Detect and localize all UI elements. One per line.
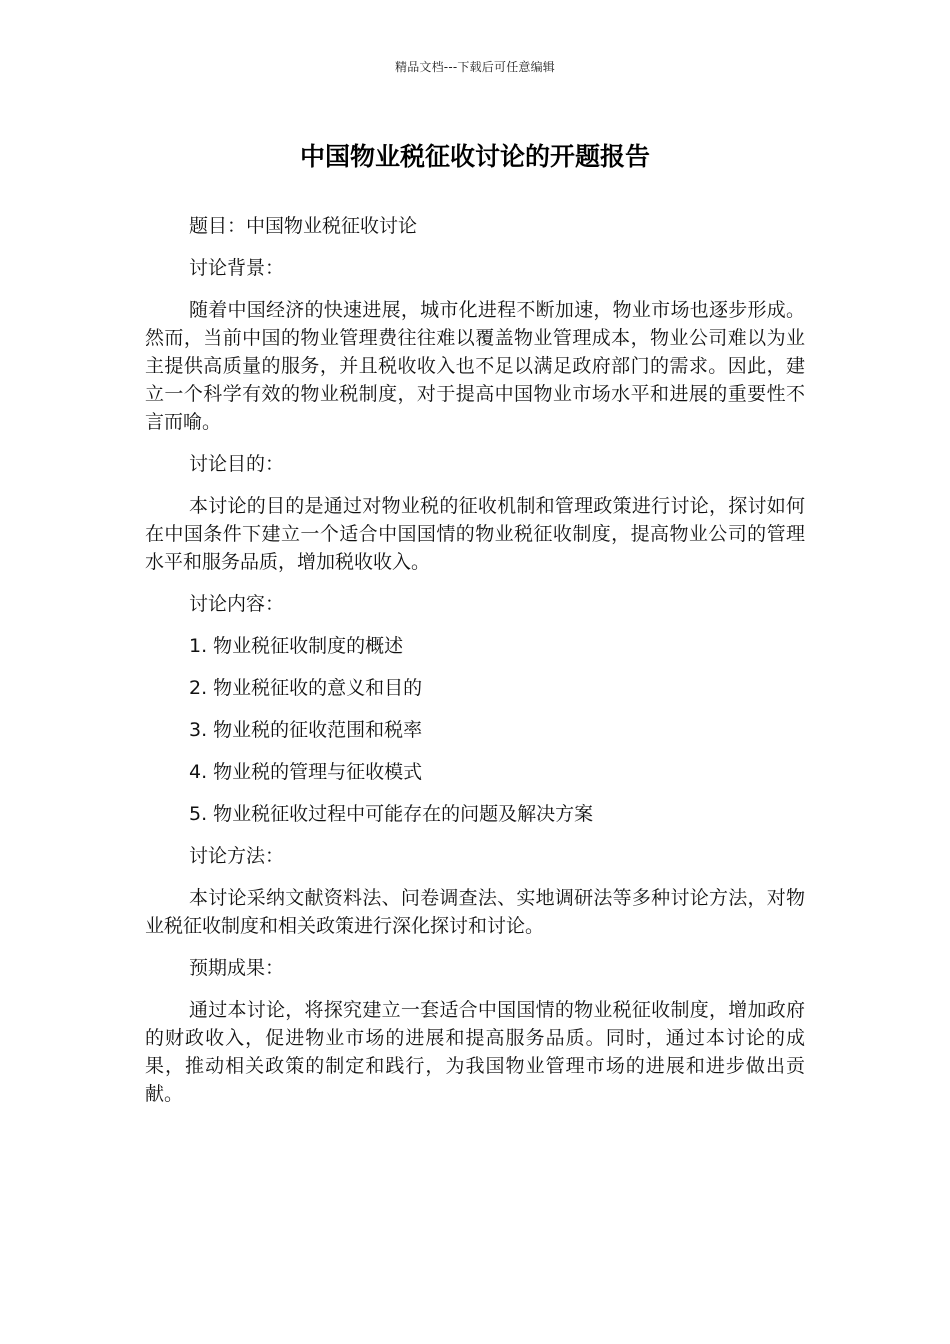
purpose-paragraph: 本讨论的目的是通过对物业税的征收机制和管理政策进行讨论，探讨如何在中国条件下建立一个适合中国国情的物业税征收制度，提高物业公司的管理水平和服务品质，增加税收收入。 xyxy=(145,495,805,573)
list-item-number: 5. xyxy=(189,803,208,825)
outcome-paragraph: 通过本讨论，将探究建立一套适合中国国情的物业税征收制度，增加政府的财政收入，促进物业市场的进展和提高服务品质。同时，通过本讨论的成果，推动相关政策的制定和践行，为我国物业管理市场的进展和进步做出贡献。 xyxy=(145,999,805,1105)
header-note: 精品文档---下载后可任意编辑 xyxy=(395,60,555,74)
list-item-text: 物业税征收的意义和目的 xyxy=(213,677,423,699)
content-label: 讨论内容： xyxy=(189,593,285,615)
list-item-text: 物业税征收过程中可能存在的问题及解决方案 xyxy=(213,803,594,825)
content-list-item xyxy=(145,800,805,828)
list-item-number: 4. xyxy=(189,761,208,783)
list-item-text: 物业税的管理与征收模式 xyxy=(213,761,423,783)
list-item-number: 2. xyxy=(189,677,208,699)
outcome-label: 预期成果： xyxy=(189,957,285,979)
document-title: 中国物业税征收讨论的开题报告 xyxy=(299,142,650,171)
document-body xyxy=(145,212,805,1122)
list-item-text: 物业税征收制度的概述 xyxy=(213,635,404,657)
background-label: 讨论背景： xyxy=(189,257,285,279)
list-item-text: 物业税的征收范围和税率 xyxy=(213,719,423,741)
list-item-number: 3. xyxy=(189,719,208,741)
content-list-item xyxy=(145,716,805,744)
background-paragraph: 随着中国经济的快速进展，城市化进程不断加速，物业市场也逐步形成。然而，当前中国的物业管理费往往难以覆盖物业管理成本，物业公司难以为业主提供高质量的服务，并且税收收入也不足以满足政府部门的需求。因此，建立一个科学有效的物业税制度，对于提高中国物业市场水平和进展的重要性不言而喻。 xyxy=(145,299,805,433)
list-item-number: 1. xyxy=(189,635,208,657)
content-list-item xyxy=(145,674,805,702)
subject-line: 题目：中国物业税征收讨论 xyxy=(189,215,418,237)
content-list-item xyxy=(145,632,805,660)
method-paragraph: 本讨论采纳文献资料法、问卷调查法、实地调研法等多种讨论方法，对物业税征收制度和相关政策进行深化探讨和讨论。 xyxy=(145,887,805,937)
content-list-item xyxy=(145,758,805,786)
method-label: 讨论方法： xyxy=(189,845,285,867)
purpose-label: 讨论目的： xyxy=(189,453,285,475)
